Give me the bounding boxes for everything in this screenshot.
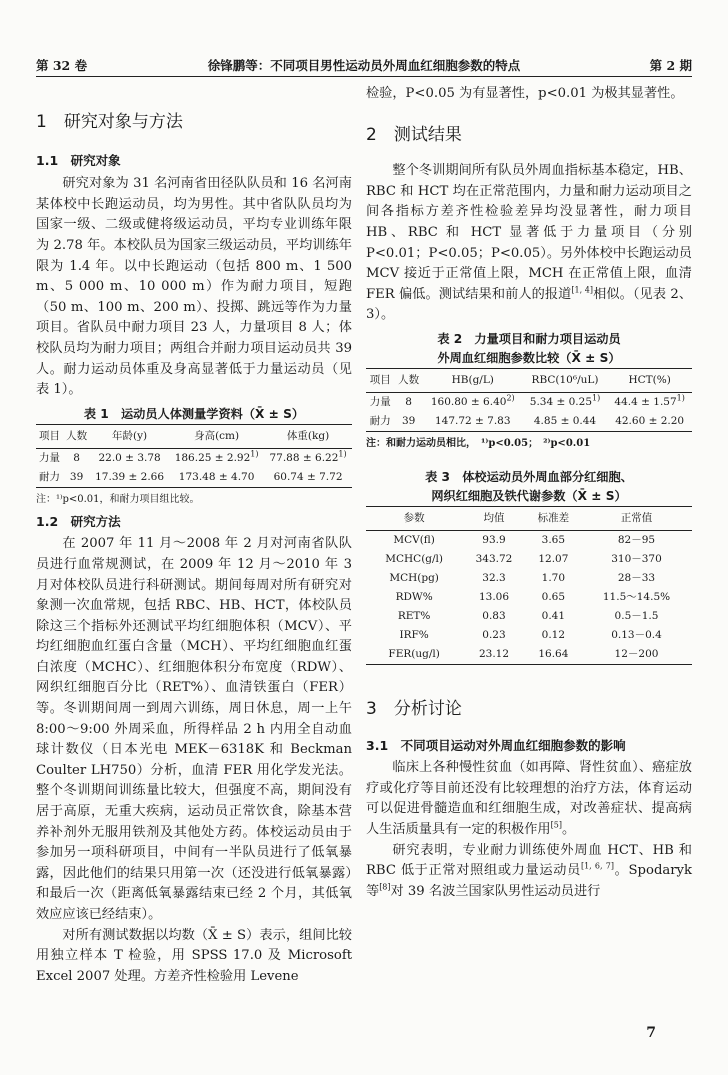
table-cell: 93.9 (482, 533, 506, 546)
table-cell: FER(ug/l) (366, 645, 462, 665)
table-cell: 16.64 (526, 645, 581, 665)
cell-value: 44.4 ± 1.57 (614, 395, 677, 408)
table-cell: 13.06 (478, 590, 510, 603)
table-cell: 1.70 (541, 571, 566, 584)
table-header-cell: 均值 (462, 506, 525, 530)
table-header-cell: 身高(cm) (169, 424, 264, 448)
table-cell: 22.0 ± 3.78 (98, 451, 161, 464)
text-run: 临床上各种慢性贫血（如再障、肾性贫血）、癌症放疗或化疗等目前还没有比较理想的治疗方法，体育运动可以促进骨髓造血和红细胞生成，对改善症状、提高病人生活质量具有一定的积极作用 (366, 760, 692, 837)
table-3-caption-line-1: 表 3 体校运动员外周血部分红细胞、 (425, 469, 633, 484)
table-cell: 4.85 ± 0.44 (523, 412, 608, 432)
table-1-note: 注：¹⁾p<0.01，和耐力项目组比较。 (36, 493, 200, 505)
text-run: 相似。（见表 2、3）。 (366, 286, 693, 323)
text-run: 整个冬训期间所有队员外周血指标基本稳定，HB、RBC 和 HCT 均在正常范围内，力量和耐力运动项目之间各指标方差齐性检验差异均没显著性，耐力项目 HB、RBC 和 HCT 显著低于力量项目（分别 P<0.01；P<0.05；P<0.05）。另外体校中长跑运动员 MCV 接近于正常值上限，MCH 在正常值上限，血清 FER 偏低。测试结果和前人的报道 (366, 163, 692, 302)
table-cell: 12.07 (538, 552, 569, 565)
issue-label: 第 2 期 (649, 58, 692, 73)
text-run: 。 (561, 821, 576, 837)
table-cell: 11.5～14.5% (602, 590, 671, 603)
section-1-heading: 1 研究对象与方法 (36, 112, 183, 132)
table-header-cell: 人数 (394, 368, 422, 392)
paragraph-discussion-1 (366, 758, 692, 840)
table-cell: 42.60 ± 2.20 (607, 412, 692, 432)
text-run: 。Spodaryk 等 (366, 863, 692, 899)
table-header-cell: HB(g/L) (423, 368, 523, 392)
table-2 (366, 368, 692, 432)
table-2-caption-line-1: 表 2 力量项目和耐力项目运动员 (437, 331, 621, 346)
table-header-cell: RBC(10⁶/uL) (523, 368, 608, 392)
page-number: 7 (646, 1025, 656, 1041)
table-cell (264, 448, 352, 468)
cell-value: 5.34 ± 0.25 (529, 395, 592, 408)
table-row (366, 626, 692, 645)
header-rule (36, 76, 692, 77)
table-cell: 32.3 (482, 571, 506, 584)
table-cell: 耐力 (36, 468, 63, 488)
table-row (366, 550, 692, 569)
table-cell: RET% (397, 609, 431, 622)
table-cell: 343.72 (475, 552, 513, 565)
paragraph-significance: 检验，P<0.05 为有显著性，p<0.01 为极其显著性。 (366, 86, 684, 101)
table-row (366, 530, 692, 550)
table-cell: 23.12 (462, 645, 525, 665)
table-row (36, 468, 352, 488)
table-row (36, 448, 352, 468)
table-1-caption: 表 1 运动员人体测量学资料（X̄ ± S） (83, 406, 305, 421)
citation: [1, 4] (571, 285, 594, 295)
left-column (36, 84, 352, 987)
table-cell: 12－200 (581, 645, 692, 665)
cell-footnote-mark: 1) (250, 449, 259, 459)
table-3 (366, 506, 692, 665)
volume-label: 第 32 卷 (36, 58, 88, 73)
section-1-2-heading: 1.2 研究方法 (36, 513, 121, 529)
paragraph-discussion-2 (366, 841, 692, 903)
running-header (36, 56, 692, 78)
cell-value: 186.25 ± 2.92 (174, 451, 251, 464)
table-cell: 39 (394, 412, 422, 432)
table-cell: 310－370 (611, 552, 662, 565)
table-row (366, 645, 692, 665)
table-cell: 3.65 (541, 533, 566, 546)
table-row (366, 392, 692, 412)
table-cell: 8 (73, 451, 80, 464)
table-2-caption-line-2: 外周血红细胞参数比较（X̄ ± S） (437, 350, 621, 365)
table-cell: 力量 (369, 395, 391, 408)
paragraph-subjects: 研究对象为 31 名河南省田径队队员和 16 名河南某体校中长跑运动员，均为男性。其中省队队员均为国家一级、二级或健将级运动员，平均专业训练年限为 2.78 年。本校队员为国家三级运动员，平均训练年限为 1.4 年。以中长跑运动（包括 800 m、1 500 m、5 000 m、10 000 m）作为耐力项目，短跑（50 m、100 m、200 m）、投掷、跳远等作为力量项目。省队员中耐力项目 23 人，力量项目 8 人；体校队员均为耐力项目；两组合并耐力项目运动员共 39 人。耐力运动员体重及身高显著低于力量运动员（见表 1）。 (36, 176, 352, 398)
table-header-cell: 标准差 (526, 506, 581, 530)
table-header-cell: 体重(kg) (264, 424, 352, 448)
cell-footnote-mark: 2) (506, 393, 515, 403)
section-2-heading: 2 测试结果 (366, 124, 462, 145)
table-row (366, 412, 692, 432)
citation: [8] (379, 882, 391, 892)
table-header-cell: 参数 (366, 506, 462, 530)
table-1 (36, 424, 352, 488)
cell-value: 160.80 ± 6.40 (430, 395, 507, 408)
table-cell: 8 (405, 395, 412, 408)
table-3-caption-line-2: 网织红细胞及铁代谢参数（X̄ ± S） (431, 488, 627, 503)
table-header-cell: 项目 (36, 424, 63, 448)
running-title: 徐锋鹏等：不同项目男性运动员外周血红细胞参数的特点 (207, 58, 521, 73)
cell-footnote-mark: 1) (676, 393, 685, 403)
table-2-note: 注：和耐力运动员相比， ¹⁾p<0.05； ²⁾p<0.01 (366, 437, 591, 449)
table-cell: 147.72 ± 7.83 (423, 412, 523, 432)
table-row (366, 607, 692, 626)
table-header-cell: 人数 (63, 424, 90, 448)
cell-footnote-mark: 1) (592, 393, 601, 403)
table-header-cell: 正常值 (581, 506, 692, 530)
table-cell: 60.74 ± 7.72 (264, 468, 352, 488)
table-cell: 0.41 (541, 609, 566, 622)
text-run: 研究表明，专业耐力训练使外周血 HCT、HB 和 RBC 低于正常对照组或力量运动员 (366, 842, 692, 879)
table-header-cell: 年龄(y) (90, 424, 169, 448)
table-header-row (366, 506, 692, 530)
table-cell: IRF% (399, 628, 429, 641)
table-cell: 0.65 (541, 590, 566, 603)
table-cell (607, 392, 692, 412)
table-cell: 39 (63, 468, 90, 488)
table-cell (523, 392, 608, 412)
paragraph-results (366, 161, 692, 326)
table-cell: MCHC(g/l) (385, 552, 444, 565)
paragraph-methods: 在 2007 年 11 月～2008 年 2 月对河南省队队员进行血常规测试，在 2009 年 12 月～2010 年 3 月对体校队员进行科研测试。期间每周对所有研究对象测一次血常规，包括 RBC、HB、HCT，体校队员除这三个指标外还测试平均红细胞体积（MCV）、平均红细胞血红蛋白含量（MCH）、平均红细胞血红蛋白浓度（MCHC）、红细胞体积分布宽度（RDW）、网织红细胞百分比（RET%）、血清铁蛋白（FER）等。冬训期间周一到周六训练，周日休息，周一上午 8:00～9:00 外周采血，所得样品 2 h 内用全自动血球计数仪（日本光电 MEK－6318K 和 Beckman Coulter LH750）分析，血清 FER 用化学发光法。整个冬训期间训练量比较大，但强度不高，期间没有居于高原，无重大疾病，运动员正常饮食，除基本营养补剂外无服用铁剂及其他处方药。体校运动员由于参加另一项科研项目，中间有一半队员进行了低氧暴露，因此他们的结果只用第一次（还没进行低氧暴露）和最后一次（距离低氧暴露结束已经 2 个月，其低氧效应应该已经结束）。 (36, 536, 352, 922)
right-column (366, 84, 692, 902)
table-cell: MCH(pg) (389, 571, 439, 584)
table-cell: 耐力 (366, 412, 394, 432)
citation: [1, 6, 7] (580, 861, 614, 871)
section-3-heading: 3 分析讨论 (366, 698, 462, 719)
citation: [5] (550, 820, 562, 830)
table-cell (423, 392, 523, 412)
table-row (366, 569, 692, 588)
table-header-cell: HCT(%) (607, 368, 692, 392)
table-header-row (36, 424, 352, 448)
section-1-1-heading: 1.1 研究对象 (36, 152, 121, 168)
table-cell: 力量 (39, 451, 61, 464)
paragraph-statistics: 对所有测试数据以均数（X̄ ± S）表示，组间比较用独立样本 T 检验，用 SPSS 17.0 及 Microsoft Excel 2007 处理。方差齐性检验用 Levene (36, 927, 352, 984)
cell-value: 77.88 ± 6.22 (269, 451, 339, 464)
table-cell: 0.23 (482, 628, 506, 641)
table-cell: 0.12 (541, 628, 566, 641)
table-row (366, 588, 692, 607)
table-cell: 82－95 (617, 533, 656, 546)
table-cell: 173.48 ± 4.70 (169, 468, 264, 488)
table-cell: 0.83 (482, 609, 506, 622)
table-header-row (366, 368, 692, 392)
section-3-1-heading: 3.1 不同项目运动对外周血红细胞参数的影响 (366, 737, 626, 753)
table-header-cell: 项目 (366, 368, 394, 392)
table-cell: 17.39 ± 2.66 (90, 468, 169, 488)
cell-footnote-mark: 1) (338, 449, 347, 459)
table-cell: MCV(fl) (393, 533, 435, 546)
table-cell: 0.13－0.4 (611, 628, 662, 641)
table-cell: 0.5－1.5 (614, 609, 659, 622)
table-cell: RDW% (395, 590, 433, 603)
table-cell: 28－33 (617, 571, 656, 584)
text-run: 对 39 名波兰国家队男性运动员进行 (390, 883, 601, 899)
table-cell (169, 448, 264, 468)
